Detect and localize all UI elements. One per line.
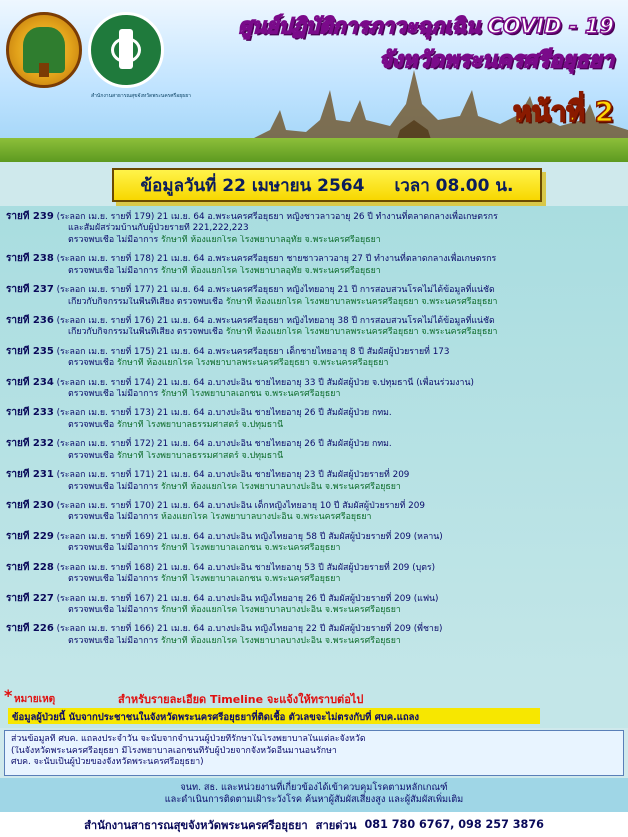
case-detail: (ระลอก เม.ย. รายที่ 168) 21 เม.ย. 64 อ.บางปะอิน ชายไทยอายุ 53 ปี สัมผัสผู้ป่วยรายที่ 209 (บุตร) (56, 562, 436, 573)
case-number: รายที่ 229 (6, 530, 54, 542)
case-status: ตรวจพบเชื้อ ไม่มีอาการ (68, 389, 159, 400)
case-number: รายที่ 235 (6, 345, 54, 357)
case-number: รายที่ 233 (6, 407, 54, 419)
case-list (0, 206, 628, 686)
note-source-text: ข้อมูลผู้ป่วยนี้ นับจากประชาชนในจังหวัดพระนครศรีอยุธยาที่ติดเชื้อ ตัวเลขจะไม่ตรงกับที่ ศบค.แถลง (8, 708, 540, 724)
case-item (6, 210, 624, 246)
note-timeline-text: สำหรับรายละเอียด Timeline จะแจ้งให้ทราบต่อไป (118, 693, 364, 706)
case-treatment: รักษาที่ ห้องแยกโรค โรงพยาบาลพระนครศรีอยุธยา จ.พระนครศรีอยุธยา (116, 358, 389, 369)
case-status: ตรวจพบเชื้อ ไม่มีอาการ (68, 604, 159, 615)
case-detail: (ระลอก เม.ย. รายที่ 169) 21 เม.ย. 64 อ.บางปะอิน หญิงไทยอายุ 58 ปี สัมผัสผู้ป่วยรายที่ 209 (หลาน) (56, 531, 443, 542)
case-status: ตรวจพบเชื้อ (68, 419, 115, 430)
case-item (6, 314, 624, 339)
date-banner (112, 168, 542, 202)
case-item (6, 406, 624, 431)
info-line: (ในจังหวัดพระนครศรีอยุธยา มีโรงพยาบาลเอกชนที่รับผู้ป่วยจากจังหวัดอื่นมานอนรักษา (11, 745, 337, 756)
case-detail: (ระลอก เม.ย. รายที่ 179) 21 เม.ย. 64 อ.พระนครศรีอยุธยา หญิงชาวลาวอายุ 26 ปี ทำงานที่ตลาดกลางเพื่อเกษตรกร (56, 212, 498, 222)
case-treatment: รักษาที่ ห้องแยกโรค โรงพยาบาลอุทัย จ.พระนครศรีอยุธยา (161, 265, 381, 276)
case-detail: (ระลอก เม.ย. รายที่ 178) 21 เม.ย. 64 อ.พระนครศรีอยุธยา ชายชาวลาวอายุ 27 ปี ทำงานที่ตลาดกลางเพื่อเกษตรกร (56, 254, 497, 265)
case-number: รายที่ 228 (6, 561, 54, 573)
case-number: รายที่ 232 (6, 438, 54, 450)
case-status: ตรวจพบเชื้อ (68, 358, 115, 369)
info-box (4, 730, 624, 776)
case-status: ตรวจพบเชื้อ ไม่มีอาการ (68, 635, 159, 646)
case-item (6, 376, 624, 401)
case-treatment: รักษาที่ ห้องแยกโรค โรงพยาบาลบางปะอิน จ.พระนครศรีอยุธยา (161, 604, 401, 615)
footer-band (0, 778, 628, 812)
hotline-label: สายด่วน (315, 818, 357, 832)
case-status: ตรวจพบเชื้อ ไม่มีอาการ (68, 543, 159, 554)
report-date: ข้อมูลวันที่ 22 เมษายน 2564 (140, 175, 365, 196)
office-contact-line (0, 812, 628, 837)
case-status: เกี่ยวกับกิจกรรมในพื้นที่เสี่ยง ตรวจพบเชื้อ (68, 327, 224, 338)
header (0, 0, 628, 162)
case-status: ตรวจพบเชื้อ ไม่มีอาการ (68, 574, 159, 585)
case-item (6, 622, 624, 647)
case-treatment: รักษาที่ โรงพยาบาลเอกชน จ.พระนครศรีอยุธยา (161, 543, 341, 554)
case-treatment: รักษาที่ ห้องแยกโรค โรงพยาบาลบางปะอิน จ.พระนครศรีอยุธยา (161, 481, 401, 492)
report-time: เวลา 08.00 น. (394, 175, 514, 196)
note-section (0, 686, 628, 728)
case-item (6, 499, 624, 524)
grass-strip (0, 138, 628, 162)
hotline-numbers: 081 780 6767, 098 257 3876 (364, 818, 544, 831)
case-treatment: รักษาที่ โรงพยาบาลธรรมศาสตร์ จ.ปทุมธานี (116, 450, 284, 461)
case-detail: (ระลอก เม.ย. รายที่ 167) 21 เม.ย. 64 อ.บางปะอิน หญิงไทยอายุ 26 ปี สัมผัสผู้ป่วยรายที่ 209 (แฟน) (56, 593, 439, 604)
case-status: ตรวจพบเชื้อ (68, 450, 115, 461)
case-treatment: รักษาที่ ห้องแยกโรค โรงพยาบาลบางปะอิน จ.พระนครศรีอยุธยา (161, 635, 401, 646)
case-number: รายที่ 234 (6, 376, 54, 388)
note-label: หมายเหตุ (14, 694, 56, 705)
case-item (6, 468, 624, 493)
case-detail: (ระลอก เม.ย. รายที่ 175) 21 เม.ย. 64 อ.พระนครศรีอยุธยา เด็กชายไทยอายุ 8 ปี สัมผัสผู้ป่วยรายที่ 173 (56, 346, 450, 357)
case-number: รายที่ 237 (6, 284, 54, 296)
case-item (6, 345, 624, 370)
case-number: รายที่ 236 (6, 314, 54, 326)
case-number: รายที่ 226 (6, 623, 54, 635)
footer-line: จนท. สธ. และหน่วยงานที่เกี่ยวข้องได้เข้าควบคุมโรคตามหลักเกณฑ์ (180, 782, 448, 793)
case-detail: (ระลอก เม.ย. รายที่ 166) 21 เม.ย. 64 อ.บางปะอิน หญิงไทยอายุ 22 ปี สัมผัสผู้ป่วยรายที่ 209 (พี่ชาย) (56, 624, 443, 635)
case-detail: (ระลอก เม.ย. รายที่ 172) 21 เม.ย. 64 อ.บางปะอิน ชายไทยอายุ 26 ปี สัมผัสผู้ป่วย กทม. (56, 439, 392, 450)
case-detail-cont: และสัมผัสร่วมบ้านกับผู้ป่วยรายที่ 221,222,223 (68, 223, 249, 234)
case-treatment: รักษาที่ โรงพยาบาลเอกชน จ.พระนครศรีอยุธยา (161, 389, 341, 400)
case-item (6, 530, 624, 555)
case-number: รายที่ 231 (6, 469, 54, 481)
case-number: รายที่ 238 (6, 253, 54, 265)
case-treatment: รักษาที่ ห้องแยกโรค โรงพยาบาลพระนครศรีอยุธยา จ.พระนครศรีอยุธยา (225, 296, 498, 307)
case-status: เกี่ยวกับกิจกรรมในพื้นที่เสี่ยง ตรวจพบเชื้อ (68, 296, 224, 307)
case-status: ตรวจพบเชื้อ ไม่มีอาการ (68, 512, 159, 523)
logo-caption: สำนักงานสาธารณสุขจังหวัดพระนครศรีอยุธยา (91, 93, 191, 99)
case-treatment: รักษาที่ ห้องแยกโรค โรงพยาบาลพระนครศรีอยุธยา จ.พระนครศรีอยุธยา (225, 327, 498, 338)
province-title: จังหวัดพระนครศรีอยุธยา (378, 48, 614, 73)
case-treatment: ห้องแยกโรค โรงพยาบาลบางปะอิน จ.พระนครศรีอยุธยา (161, 512, 372, 523)
case-item (6, 283, 624, 308)
case-detail: (ระลอก เม.ย. รายที่ 174) 21 เม.ย. 64 อ.บางปะอิน ชายไทยอายุ 33 ปี สัมผัสผู้ป่วย จ.ปทุมธานี (เพื่อนร่วมงาน) (56, 377, 474, 388)
case-status: ตรวจพบเชื้อ ไม่มีอาการ (68, 481, 159, 492)
case-detail: (ระลอก เม.ย. รายที่ 170) 21 เม.ย. 64 อ.บางปะอิน เด็กหญิงไทยอายุ 10 ปี สัมผัสผู้ป่วยรายที่ 209 (56, 501, 425, 512)
footer-line: และดำเนินการติดตามเฝ้าระวังโรค ค้นหาผู้สัมผัสเสี่ยงสูง และผู้สัมผัสเพิ่มเติม (164, 794, 464, 806)
case-treatment: รักษาที่ โรงพยาบาลธรรมศาสตร์ จ.ปทุมธานี (116, 419, 284, 430)
case-number: รายที่ 227 (6, 592, 54, 604)
info-line: ส่วนข้อมูลที่ ศบค. แถลงประจำวัน จะนับจากจำนวนผู้ป่วยที่รักษาในโรงพยาบาลในแต่ละจังหวัด (11, 734, 366, 744)
case-number: รายที่ 230 (6, 500, 54, 512)
page-title: ศูนย์ปฏิบัติการภาวะฉุกเฉิน COVID - 19 (238, 14, 614, 38)
office-name: สำนักงานสาธารณสุขจังหวัดพระนครศรีอยุธยา (84, 818, 308, 832)
case-item (6, 561, 624, 586)
case-item (6, 252, 624, 277)
case-detail: (ระลอก เม.ย. รายที่ 173) 21 เม.ย. 64 อ.บางปะอิน ชายไทยอายุ 26 ปี สัมผัสผู้ป่วย กทม. (56, 408, 392, 419)
note-asterisk: * (4, 686, 13, 705)
case-item (6, 437, 624, 462)
case-detail: (ระลอก เม.ย. รายที่ 171) 21 เม.ย. 64 อ.บางปะอิน ชายไทยอายุ 23 ปี สัมผัสผู้ป่วยรายที่ 209 (56, 470, 410, 481)
provincial-seal-logo (6, 12, 82, 88)
case-item (6, 592, 624, 617)
case-treatment: รักษาที่ ห้องแยกโรค โรงพยาบาลอุทัย จ.พระนครศรีอยุธยา (161, 234, 381, 245)
case-status: ตรวจพบเชื้อ ไม่มีอาการ (68, 234, 159, 245)
case-detail: (ระลอก เม.ย. รายที่ 176) 21 เม.ย. 64 อ.พระนครศรีอยุธยา หญิงไทยอายุ 38 ปี การสอบสวนโรคไม่ได้ข้อมูลที่แน่ชัด (56, 315, 495, 326)
case-detail: (ระลอก เม.ย. รายที่ 177) 21 เม.ย. 64 อ.พระนครศรีอยุธยา หญิงไทยอายุ 21 ปี การสอบสวนโรคไม่ได้ข้อมูลที่แน่ชัด (56, 285, 495, 296)
info-line: ศบค. จะนับเป็นผู้ป่วยของจังหวัดพระนครศรีอยุธยา) (11, 757, 204, 768)
page-number-label: หน้าที่ 2 (512, 95, 614, 128)
case-status: ตรวจพบเชื้อ ไม่มีอาการ (68, 265, 159, 276)
case-number: รายที่ 239 (6, 211, 54, 222)
case-treatment: รักษาที่ โรงพยาบาลเอกชน จ.พระนครศรีอยุธยา (161, 574, 341, 585)
ministry-of-public-health-logo (88, 12, 164, 88)
